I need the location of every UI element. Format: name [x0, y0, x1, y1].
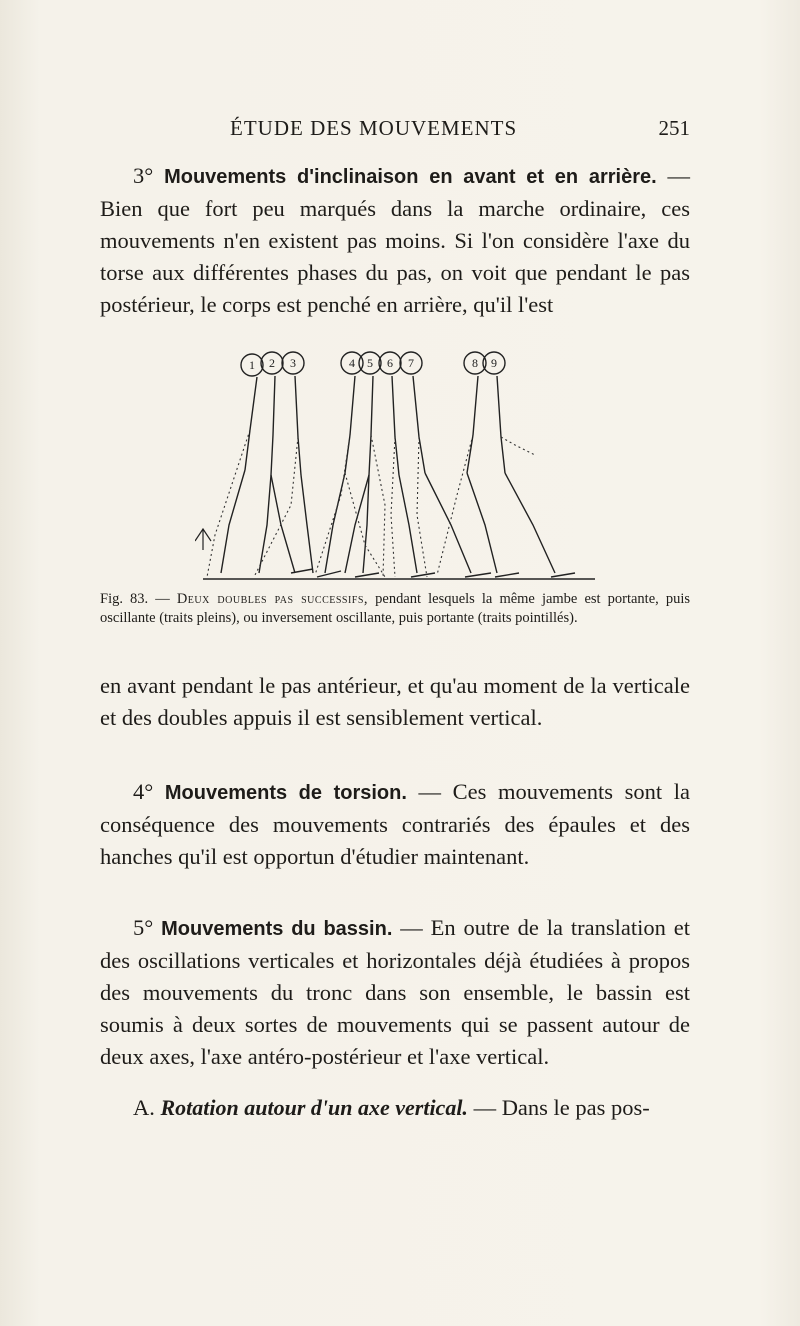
section-5-paragraph — [100, 912, 690, 1073]
section-5-number: 5° — [133, 915, 154, 940]
figure-83-walking-phases — [195, 345, 595, 585]
section-3-continuation — [100, 670, 690, 734]
feet-strokes — [291, 569, 575, 577]
phase-heads — [241, 352, 505, 376]
figure-label: Fig. 83. — [100, 591, 149, 607]
phase-label-2: 2 — [269, 356, 275, 370]
section-4-text: — Ces mouvements sont la conséquence des mouvements contrariés des épaules et des hanches qu'il est opportun d'étudier maintenant. — [100, 779, 690, 869]
phase-label-1: 1 — [249, 358, 255, 372]
phase-label-8: 8 — [472, 356, 478, 370]
section-3-number: 3° — [133, 163, 154, 188]
section-3-text-after-figure: en avant pendant le pas antérieur, et qu'au moment de la verticale et des doubles appuis il est sensiblement vertical. — [100, 673, 690, 730]
direction-arrow-icon — [195, 529, 211, 550]
phase-label-3: 3 — [290, 356, 296, 370]
phase-label-9: 9 — [491, 356, 497, 370]
phase-label-4: 4 — [349, 356, 355, 370]
section-4-paragraph — [100, 776, 690, 873]
phase-label-5: 5 — [367, 356, 373, 370]
caption-title: Deux doubles pas successifs, — [176, 591, 369, 607]
section-5-heading: Mouvements du bassin. — [161, 918, 393, 940]
dotted-legs — [207, 430, 535, 577]
section-4-number: 4° — [133, 779, 154, 804]
running-head — [100, 116, 690, 146]
subsection-a-text: — Dans le pas pos- — [467, 1095, 650, 1120]
caption-text: pendant lesquels la même jambe est portante, puis oscillante (traits pleins), ou inversement oscillante, puis portante (traits pointillés). — [100, 591, 691, 626]
figure-caption: Fig. 83. — Deux doubles pas successifs, pendant lesquels la même jambe est portante, puis oscillante (traits pleins), ou inversement oscillante, puis portante (traits pointillés). — [100, 591, 691, 626]
section-5-text: — En outre de la translation et des oscillations verticales et horizontales déjà étudiées à propos des mouvements du tronc dans son ensemble, le bassin est soumis à deux sortes de mouvements qui se passent autour de deux axes, l'axe antéro-postérieur et l'axe vertical. — [100, 915, 690, 1069]
section-4-heading: Mouvements de torsion. — [164, 782, 407, 804]
phase-label-7: 7 — [408, 356, 414, 370]
section-3-paragraph — [100, 160, 690, 321]
subsection-a-heading: Rotation autour d'un axe vertical. — [160, 1095, 468, 1120]
subsection-a-letter: A. — [133, 1095, 155, 1120]
running-title: ÉTUDE DES MOUVEMENTS — [230, 116, 518, 140]
phase-label-6: 6 — [387, 356, 393, 370]
section-3-text: — Bien que fort peu marqués dans la marche ordinaire, ces mouvements n'en existent pas moins. Si l'on considère l'axe du torse aux différentes phases du pas, on voit que pendant le pas postérieur, le corps est penché en arrière, qu'il l'est — [100, 163, 691, 317]
subsection-a-paragraph — [100, 1092, 690, 1124]
page-number: 251 — [658, 116, 690, 140]
phase-numbers — [249, 356, 497, 372]
section-3-heading: Mouvements d'inclinaison en avant et en arrière. — [164, 166, 657, 188]
solid-legs — [221, 470, 555, 573]
